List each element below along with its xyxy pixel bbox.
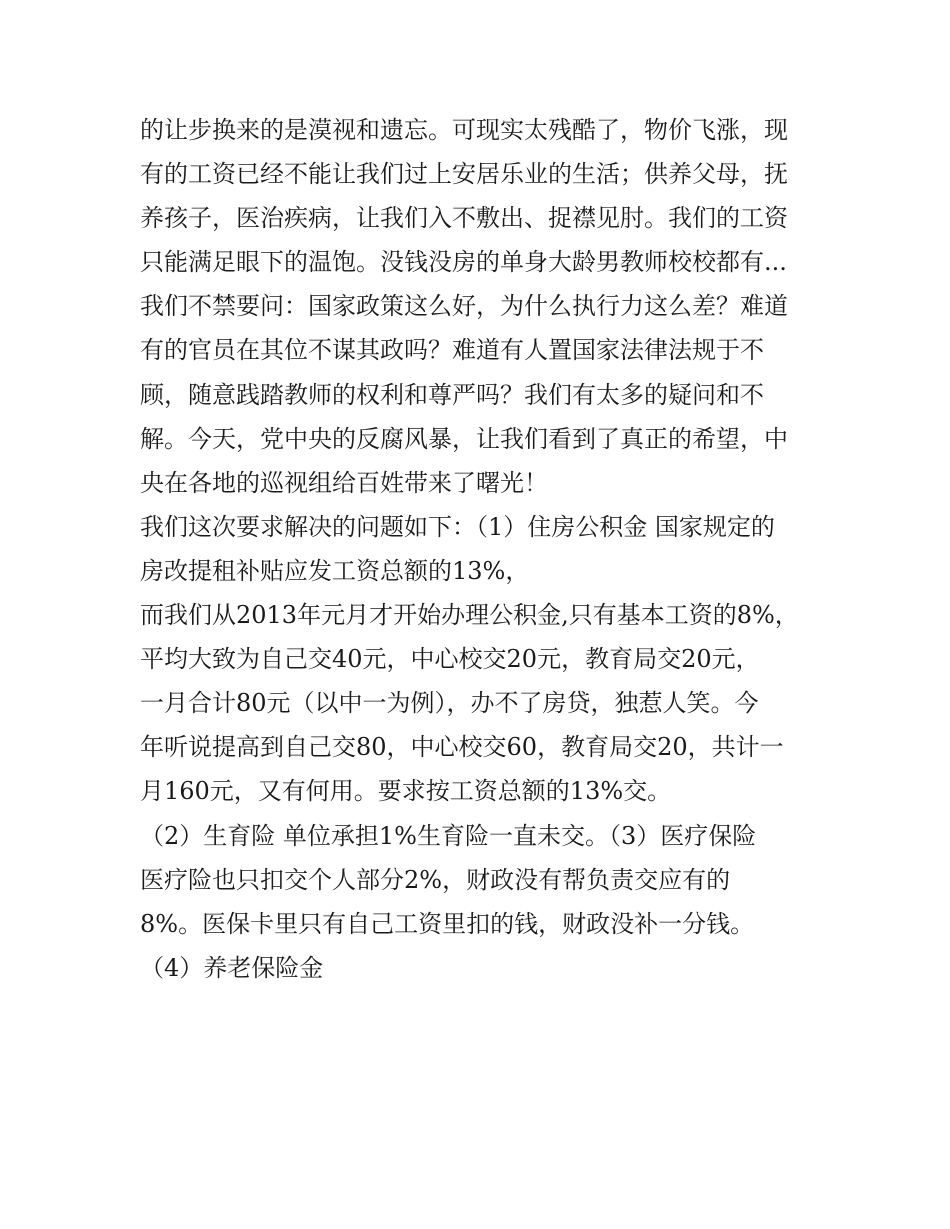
text-line: 我们这次要求解决的问题如下：（1）住房公积金 国家规定的 xyxy=(140,512,775,541)
text-line: 顾，随意践踏教师的权利和尊严吗？我们有太多的疑问和不 xyxy=(140,380,764,409)
text-line: 我们不禁要问：国家政策这么好，为什么执行力这么差？难道 xyxy=(140,292,788,321)
text-line: 房改提租补贴应发工资总额的13%， xyxy=(140,556,530,585)
text-line: 解。今天，党中央的反腐风暴，让我们看到了真正的希望，中 xyxy=(140,424,788,453)
body-text xyxy=(140,108,820,990)
text-line: 年听说提高到自己交80，中心校交60，教育局交20，共计一 xyxy=(140,733,784,762)
text-line: 有的工资已经不能让我们过上安居乐业的生活；供养父母，抚 xyxy=(140,160,788,189)
text-line: 而我们从2013年元月才开始办理公积金,只有基本工资的8%， xyxy=(140,601,799,630)
text-line: 8%。医保卡里只有自己工资里扣的钱，财政没补一分钱。 xyxy=(140,909,755,938)
text-line: 的让步换来的是漠视和遗忘。可现实太残酷了，物价飞涨，现 xyxy=(140,116,788,144)
text-line: 一月合计80元（以中一为例），办不了房贷，独惹人笑。今 xyxy=(140,689,759,718)
text-line: 养孩子，医治疾病，让我们入不敷出、捉襟见肘。我们的工资 xyxy=(140,204,788,233)
text-line: （4）养老保险金 xyxy=(140,953,324,982)
text-line: 月160元，又有何用。要求按工资总额的13%交。 xyxy=(140,777,672,806)
text-line: （2）生育险 单位承担1%生育险一直未交。（3）医疗保险 xyxy=(140,821,757,850)
text-line: 只能满足眼下的温饱。没钱没房的单身大龄男教师校校都有... xyxy=(140,248,787,277)
text-line: 平均大致为自己交40元，中心校交20元，教育局交20元， xyxy=(140,645,760,674)
text-line: 医疗险也只扣交个人部分2%，财政没有帮负责交应有的 xyxy=(140,865,731,894)
text-line: 有的官员在其位不谋其政吗？难道有人置国家法律法规于不 xyxy=(140,336,764,365)
text-line: 央在各地的巡视组给百姓带来了曙光！ xyxy=(140,468,548,497)
